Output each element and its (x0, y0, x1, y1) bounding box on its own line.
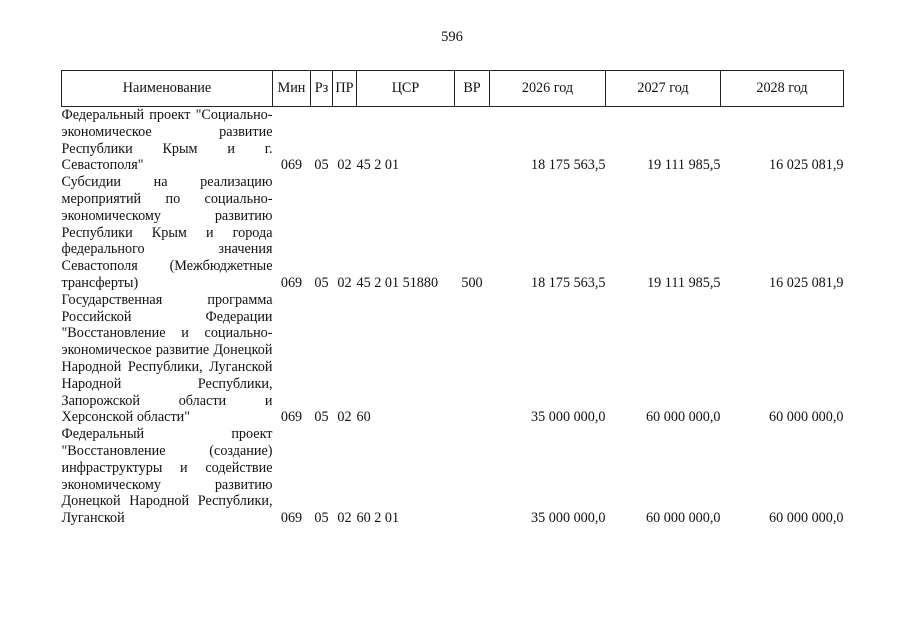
header-vr: ВР (455, 71, 490, 107)
row-csr: 60 (356, 409, 371, 426)
table-row (62, 426, 844, 527)
row-2027: 60 000 000,0 (646, 510, 721, 527)
row-2028: 16 025 081,9 (769, 274, 844, 291)
row-vr: 500 (461, 274, 483, 291)
row-pr: 02 (337, 157, 352, 174)
row-min: 069 (280, 157, 303, 174)
row-2026: 35 000 000,0 (531, 510, 606, 527)
header-2028: 2028 год (721, 71, 844, 107)
row-2028: 16 025 081,9 (769, 157, 844, 174)
row-min: 069 (280, 510, 303, 527)
row-2028: 60 000 000,0 (769, 409, 844, 426)
row-pr: 02 (337, 510, 352, 527)
row-2027: 60 000 000,0 (646, 409, 721, 426)
header-2027: 2027 год (606, 71, 721, 107)
budget-table (61, 70, 844, 527)
row-pr: 02 (337, 409, 352, 426)
header-pr: ПР (333, 71, 357, 107)
row-2026: 18 175 563,5 (531, 157, 606, 174)
row-2027: 19 111 985,5 (647, 157, 721, 174)
row-name: Субсидии на реализацию мероприятий по социально-экономическому развитию Республики Крым и города федерального значения Севастополя (Межбюджетные трансферты) (61, 174, 273, 291)
table-row (62, 107, 844, 175)
row-vr (455, 292, 490, 426)
row-2026: 18 175 563,5 (531, 274, 606, 291)
row-csr: 45 2 01 51880 (356, 274, 439, 291)
header-min: Мин (273, 71, 311, 107)
row-rz: 05 (314, 157, 329, 174)
row-name: Государственная программа Российской Федерации "Восстановление и социально-экономическое развитие Донецкой Народной Республики, Луганской Народной Республики, Запорожской области и Херсонской области" (61, 291, 273, 426)
row-2027: 19 111 985,5 (647, 274, 721, 291)
row-min: 069 (280, 274, 303, 291)
header-name: Наименование (62, 71, 273, 107)
row-name: Федеральный проект "Восстановление (создание) инфраструктуры и содействие экономическому развитию Донецкой Народной Республики, Луганской (61, 426, 273, 527)
table-row (62, 292, 844, 426)
header-2026: 2026 год (490, 71, 606, 107)
row-2028: 60 000 000,0 (769, 510, 844, 527)
table-row (62, 174, 844, 292)
row-2026: 35 000 000,0 (531, 409, 606, 426)
row-min: 069 (280, 409, 303, 426)
header-rz: Рз (311, 71, 333, 107)
row-csr: 45 2 01 (356, 157, 400, 174)
row-rz: 05 (314, 274, 329, 291)
row-vr (455, 426, 490, 527)
row-rz: 05 (314, 409, 329, 426)
table-header-row (62, 71, 844, 107)
row-pr: 02 (337, 274, 352, 291)
page-number: 596 (441, 29, 463, 45)
row-vr (455, 107, 490, 175)
header-csr: ЦСР (357, 71, 455, 107)
row-name: Федеральный проект "Социально-экономическое развитие Республики Крым и г. Севастополя" (61, 107, 273, 174)
row-rz: 05 (314, 510, 329, 527)
row-csr: 60 2 01 (356, 510, 400, 527)
